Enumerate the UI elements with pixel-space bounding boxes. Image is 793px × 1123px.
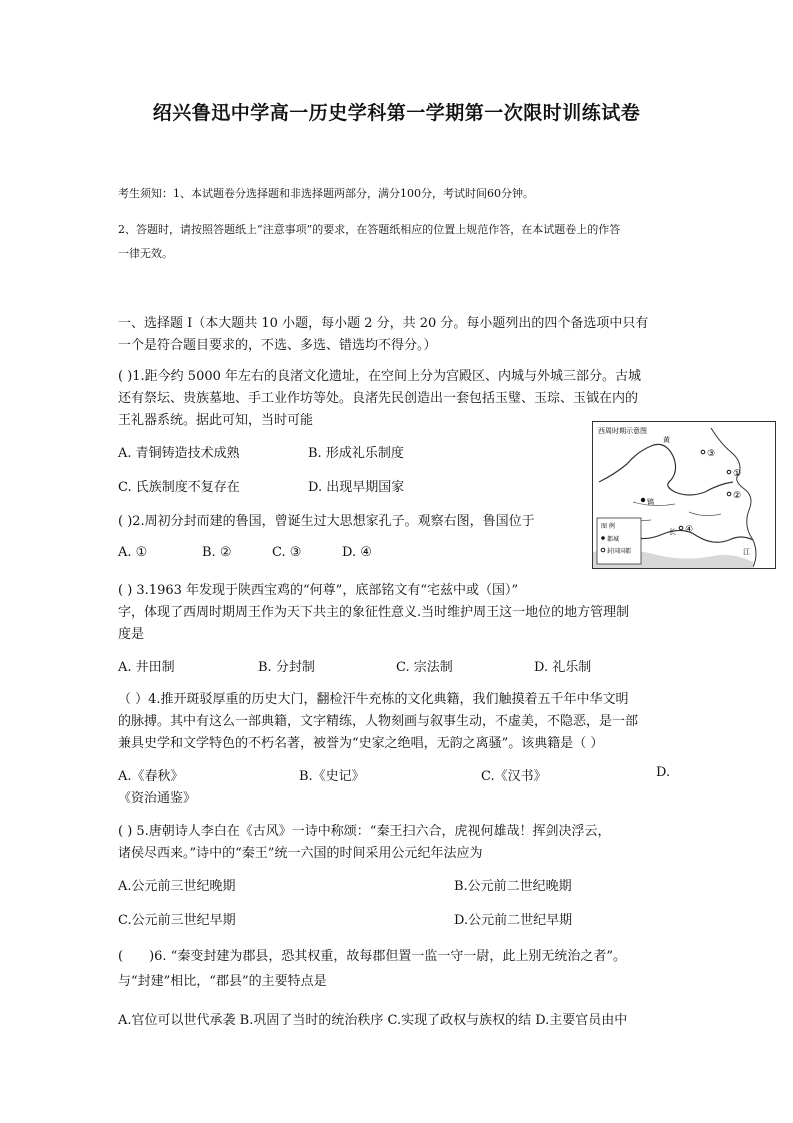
- q5-option-b: B.公元前二世纪晚期: [454, 879, 572, 894]
- q1-option-d: D. 出现早期国家: [308, 480, 405, 495]
- state-1-marker: [727, 470, 731, 474]
- map-label-1: ①: [733, 469, 742, 479]
- legend-capital: 都城: [607, 536, 620, 543]
- q1-line-1: ( )1.距今约 5000 年左右的良渚文化遗址，在空间上分为宫殿区、内城与外城三部分。古城: [118, 369, 642, 384]
- notice-line-3: 一律无效。: [118, 247, 173, 260]
- q1-option-b: B. 形成礼乐制度: [308, 446, 404, 461]
- q6-line-1: ( )6. “秦变封建为郡县，恐其权重，故每郡但置一监一守一尉，此上别无统治之者”。: [118, 949, 626, 964]
- notice-line-1: 考生须知：1、本试题卷分选择题和非选择题两部分，满分100分，考试时间60分钟。: [118, 187, 534, 200]
- state-4-marker: [679, 526, 683, 530]
- q3-line-1: ( ) 3.1963 年发现于陕西宝鸡的“何尊”，底部铭文有“宅兹中或（国）”: [118, 583, 519, 598]
- q3-line-2: 字，体现了西周时期周王作为天下共主的象征性意义.当时维护周王这一地位的地方管理制: [118, 605, 630, 620]
- section-heading-line-1: 一、选择题 I（本大题共 10 小题，每小题 2 分，共 20 分。每小题列出的四个备选项中只有: [118, 316, 649, 331]
- legend-state: 封国国都: [607, 548, 632, 555]
- q1-line-3: 王礼器系统。据此可知，当时可能: [118, 413, 314, 428]
- q3-option-a: A. 井田制: [118, 660, 175, 675]
- q3-option-d: D. 礼乐制: [534, 660, 592, 675]
- q5-line-1: ( ) 5.唐朝诗人李白在《古风》一诗中称颂：“秦王扫六合，虎视何雄哉！挥剑决浮云，: [118, 824, 611, 839]
- section-heading-line-2: 一个是符合题目要求的，不选、多选、错选均不得分。）: [118, 338, 437, 353]
- legend-capital-symbol: [601, 536, 605, 540]
- q4-option-b: B.《史记》: [299, 769, 365, 784]
- q4-line-1: （ ）4.推开斑驳厚重的历史大门，翻检汗牛充栋的文化典籍，我们触摸着五千年中华文明: [118, 692, 629, 707]
- map-label-chang: 长: [669, 528, 676, 536]
- q4-option-a: A.《春秋》: [118, 769, 184, 784]
- state-2-marker: [727, 492, 731, 496]
- map-label-jiang: 江: [743, 548, 750, 556]
- q2-option-b: B. ②: [202, 545, 232, 560]
- q1-option-a: A. 青铜铸造技术成熟: [118, 446, 240, 461]
- capital-hao-marker: [641, 498, 645, 502]
- q5-option-d: D.公元前二世纪早期: [454, 913, 573, 928]
- q4-option-c: C.《汉书》: [481, 769, 547, 784]
- map-label-4: ④: [685, 525, 694, 535]
- q1-line-2: 还有祭坛、贵族墓地、手工业作坊等处。良渚先民创造出一套包括玉璧、玉琮、玉钺在内的: [118, 391, 639, 406]
- western-zhou-map: [592, 421, 776, 569]
- q3-line-3: 度是: [118, 627, 145, 642]
- map-label-3: ③: [707, 449, 716, 459]
- map-label-2: ②: [733, 491, 742, 501]
- q4-option-d-letter: D.: [656, 765, 671, 780]
- state-3-marker: [701, 450, 705, 454]
- q2-option-d: D. ④: [342, 545, 372, 560]
- q3-option-b: B. 分封制: [258, 660, 315, 675]
- q4-option-d-text: 《资治通鉴》: [118, 791, 197, 806]
- legend-title: 图 例: [601, 523, 615, 530]
- q2-option-c: C. ③: [272, 545, 302, 560]
- q2-line-1: ( )2.周初分封而建的鲁国，曾诞生过大思想家孔子。观察右图，鲁国位于: [118, 514, 535, 529]
- q5-option-c: C.公元前三世纪早期: [118, 913, 236, 928]
- q4-line-2: 的脉搏。其中有这么一部典籍，文字精练，人物刻画与叙事生动，不虚美，不隐恶，是一部: [118, 714, 639, 729]
- map-title: 西周时期示意图: [598, 427, 647, 435]
- q5-option-a: A.公元前三世纪晚期: [118, 879, 236, 894]
- notice-line-2: 2、答题时，请按照答题纸上“注意事项”的要求，在答题纸相应的位置上规范作答，在本试题卷上的作答: [118, 223, 621, 236]
- q6-line-2: 与“封建”相比，“郡县”的主要特点是: [118, 974, 327, 989]
- q6-options: A.官位可以世代承袭 B.巩固了当时的统治秩序 C.实现了政权与族权的结 D.主要官员由中: [118, 1013, 628, 1028]
- map-drawing: [593, 422, 775, 568]
- q2-option-a: A. ①: [118, 545, 148, 560]
- map-label-huang: 黄: [663, 436, 670, 444]
- q1-option-c: C. 氏族制度不复存在: [118, 480, 240, 495]
- page-title: 绍兴鲁迅中学高一历史学科第一学期第一次限时训练试卷: [152, 102, 641, 124]
- q4-line-3: 兼具史学和文学特色的不朽名著，被誉为“史家之绝唱，无韵之离骚”。该典籍是（ ）: [118, 736, 604, 751]
- map-label-hao: 镐: [647, 498, 654, 506]
- q5-line-2: 诸侯尽西来。”诗中的“秦王”统一六国的时间采用公元纪年法应为: [118, 846, 483, 861]
- q3-option-c: C. 宗法制: [396, 660, 453, 675]
